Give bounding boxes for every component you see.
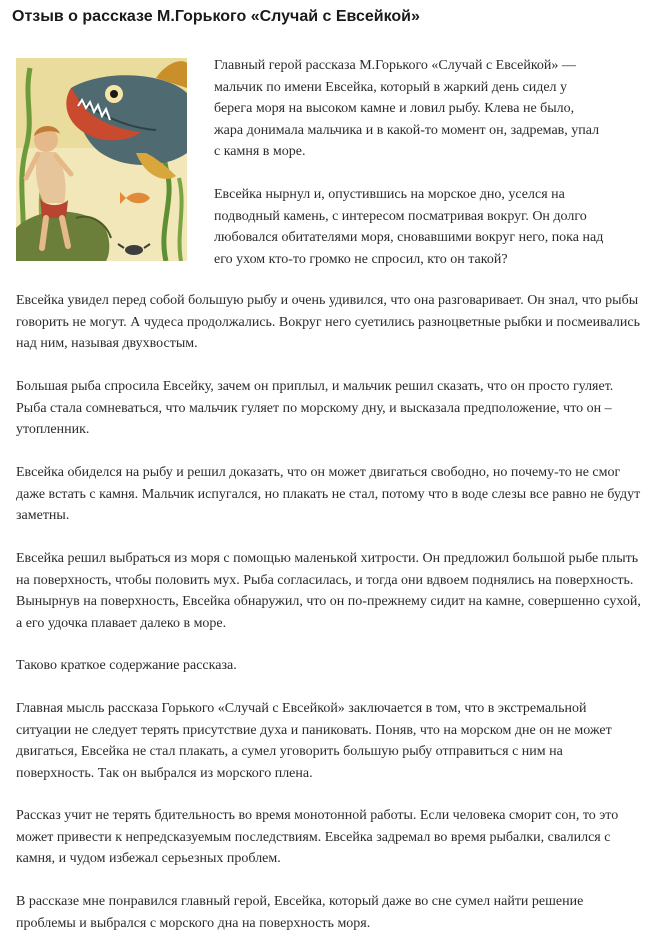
paragraph-3: Евсейка увидел перед собой большую рыбу и очень удивился, что она разговаривает. Он знал, что рыбы говорить не могут. А чудеса продолжались. Вокруг него суетились разноцветные рыбки и посмеивались над ним, называя двухвостым. bbox=[16, 293, 640, 351]
paragraph-7: Таково краткое содержание рассказа. bbox=[16, 658, 237, 673]
page-title: Отзыв о рассказе М.Горького «Случай с Евсейкой» bbox=[12, 8, 420, 25]
paragraph-1: Главный герой рассказа М.Горького «Случай с Евсейкой» — мальчик по имени Евсейка, который в жаркий день сидел у берега моря на высоком камне и ловил рыбу. Клева не было, жара донимала мальчика и в какой-то момент он, задремав, упал с камня в море. bbox=[214, 58, 600, 159]
paragraph-8: Главная мысль рассказа Горького «Случай с Евсейкой» заключается в том, что в экстремальной ситуации не следует терять присутствие духа и паниковать. Поняв, что на морском дне он не может двигаться, Евсейка не стал плакать, а сумел уговорить большую рыбу отправиться с ним на поверхность. Так он выбрался из морского плена. bbox=[16, 701, 612, 781]
paragraph-6: Евсейка решил выбраться из моря с помощью маленькой хитрости. Он предложил большой рыбе плыть на поверхность, чтобы половить мух. Рыба согласилась, и тогда они вдвоем поднялись на поверхность. Вынырнув на поверхность, Евсейка обнаружил, что он по-прежнему сидит на камне, совершенно сухой, а его удочка плавает далеко в море. bbox=[16, 551, 641, 631]
paragraph-9: Рассказ учит не терять бдительность во время монотонной работы. Если человека сморит сон, то это может привести к непредсказуемым последствиям. Евсейка задремал во время рыбалки, свалился с камня, и чудом избежал серьезных проблем. bbox=[16, 808, 619, 866]
paragraph-4: Большая рыба спросила Евсейку, зачем он приплыл, и мальчик решил сказать, что он просто гуляет. Рыба стала сомневаться, что мальчик гуляет по морскому дну, и высказала предположение, что он – утопленник. bbox=[16, 379, 614, 437]
paragraph-10: В рассказе мне понравился главный герой, Евсейка, который даже во сне сумел найти решение проблемы и выбрался с морского дна на поверхность моря. bbox=[16, 894, 584, 931]
paragraph-2: Евсейка нырнул и, опустившись на морское дно, уселся на подводный камень, с интересом посматривая вокруг. Он долго любовался обитателями моря, сновавшими вокруг него, пока над его ухом кто-то громко не спросил, кто он такой? bbox=[214, 187, 604, 267]
story-illustration bbox=[16, 58, 187, 261]
paragraph-5: Евсейка обиделся на рыбу и решил доказать, что он может двигаться свободно, но почему-то не смог даже встать с камня. Мальчик испугался, но плакать не стал, потому что в воде слезы все равно не будут заметны. bbox=[16, 465, 641, 523]
